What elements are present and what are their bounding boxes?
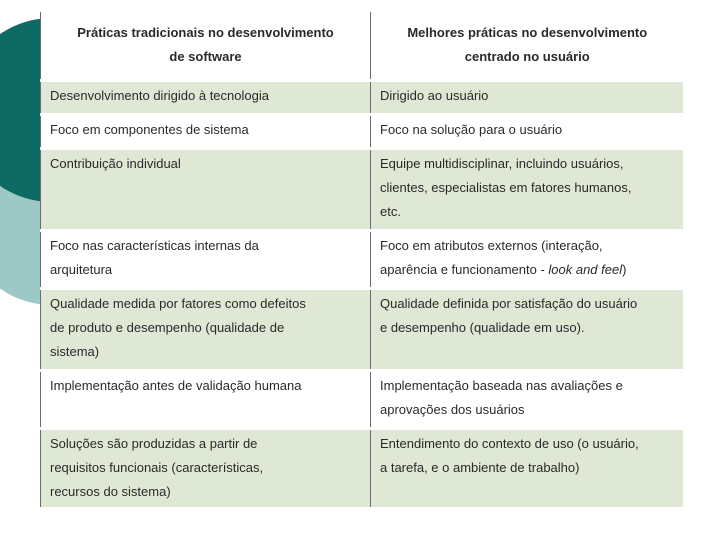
cell-text: Dirigido ao usuário <box>380 87 489 103</box>
comparison-table <box>40 12 683 510</box>
table-cell-traditional <box>41 370 371 428</box>
header-best-practices <box>371 12 684 80</box>
table-cell-best <box>371 230 684 288</box>
table-cell-best <box>371 114 684 148</box>
look-and-feel-text: look and feel <box>548 261 623 277</box>
table-cell-best <box>371 428 684 508</box>
table-row <box>41 230 684 288</box>
header-traditional-line-2: de software <box>169 49 242 65</box>
header-best-line-2: centrado no usuário <box>464 49 590 65</box>
slide-decoration <box>0 0 40 540</box>
header-traditional-line-1: Práticas tradicionais no desenvolvimento <box>77 25 334 41</box>
header-traditional-practices <box>41 12 371 80</box>
cell-text: Foco nas características internas da <box>50 237 259 253</box>
cell-text: recursos do sistema) <box>50 483 171 499</box>
table-cell-best <box>371 148 684 230</box>
cell-text: Equipe multidisciplinar, incluindo usuários, <box>380 155 624 171</box>
table-cell-traditional <box>41 148 371 230</box>
header-row <box>41 12 684 80</box>
cell-text: Foco na solução para o usuário <box>380 121 563 137</box>
cell-text: Implementação baseada nas avaliações e <box>380 377 623 393</box>
table-cell-traditional <box>41 80 371 114</box>
dark-teal-circle <box>0 18 40 202</box>
cell-text-mixed <box>380 258 683 282</box>
table-row <box>41 288 684 370</box>
cell-text: a tarefa, e o ambiente de trabalho) <box>380 459 580 475</box>
table-row <box>41 80 684 114</box>
header-best-line-1: Melhores práticas no desenvolvimento <box>407 25 648 41</box>
cell-text: Contribuição individual <box>50 155 181 171</box>
cell-text: Soluções são produzidas a partir de <box>50 435 258 451</box>
cell-text: Qualidade definida por satisfação do usuário <box>380 295 638 311</box>
cell-text: Implementação antes de validação humana <box>50 377 302 393</box>
table-cell-traditional <box>41 230 371 288</box>
table-cell-best <box>371 288 684 370</box>
table-cell-best <box>371 370 684 428</box>
decorative-circles <box>0 0 40 540</box>
comparison-table-container <box>40 12 683 520</box>
cell-text: Desenvolvimento dirigido à tecnologia <box>50 87 269 103</box>
cell-text: clientes, especialistas em fatores humanos, <box>380 179 632 195</box>
cell-text: Foco em componentes de sistema <box>50 121 249 137</box>
cell-text: Entendimento do contexto de uso (o usuário, <box>380 435 639 451</box>
table-row <box>41 114 684 148</box>
table-row <box>41 428 684 508</box>
cell-text: de produto e desempenho (qualidade de <box>50 319 285 335</box>
cell-text: arquitetura <box>50 261 113 277</box>
cell-text: sistema) <box>50 343 100 359</box>
cell-text: etc. <box>380 203 401 219</box>
table-cell-best <box>371 80 684 114</box>
table-cell-traditional <box>41 288 371 370</box>
table-cell-traditional <box>41 428 371 508</box>
table-cell-traditional <box>41 114 371 148</box>
cell-text: Qualidade medida por fatores como defeitos <box>50 295 306 311</box>
cell-text: requisitos funcionais (características, <box>50 459 264 475</box>
cell-text: Foco em atributos externos (interação, <box>380 237 603 253</box>
cell-text: aparência e funcionamento - <box>380 261 549 277</box>
cell-text: ) <box>622 261 627 277</box>
table-row <box>41 370 684 428</box>
cell-text: e desempenho (qualidade em uso). <box>380 319 585 335</box>
cell-text: aprovações dos usuários <box>380 401 525 417</box>
table-row <box>41 148 684 230</box>
